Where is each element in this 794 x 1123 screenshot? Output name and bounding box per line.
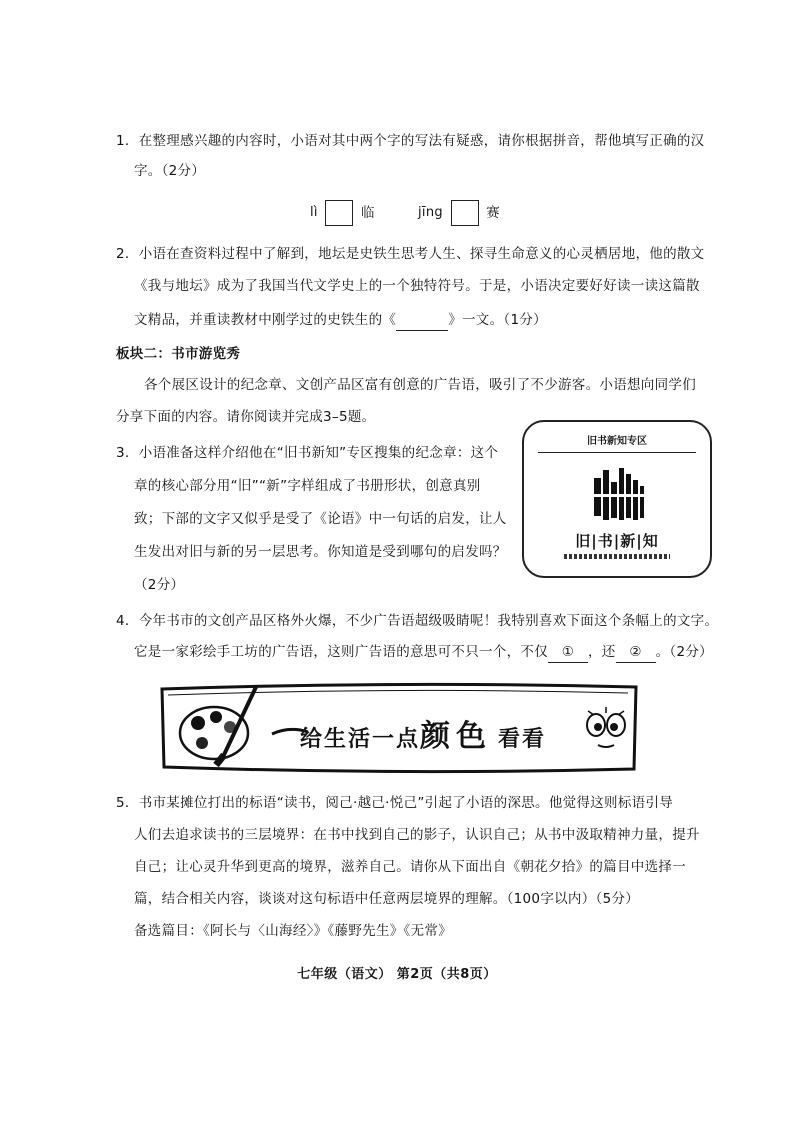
- banner-text-big2: 色: [456, 719, 489, 754]
- page-footer: 七年级（语文） 第2页（共8页）: [297, 967, 497, 982]
- pinyin-jing: jīng: [418, 205, 443, 220]
- q1-line2: 字。（2分）: [134, 163, 206, 179]
- banner-text-b: 看看: [498, 727, 547, 752]
- banner-text: [300, 711, 546, 755]
- q2-answer-blank[interactable]: [396, 310, 448, 331]
- book-logo-icon: [592, 464, 646, 526]
- q2-line2: 《我与地坛》成为了我国当代文学史上的一个独特符号。于是，小语决定要好好读一读这篇散: [134, 278, 700, 294]
- q1-line1: 1．在整理感兴趣的内容时，小语对其中两个字的写法有疑惑，请你根据拼音，帮他填写正确的汉: [116, 133, 705, 149]
- q1-pinyin-row: [310, 200, 500, 226]
- stamp-divider: [538, 452, 696, 453]
- q3-line2: 章的核心部分用“旧”“新”字样组成了书册形状，创意真别: [134, 478, 481, 494]
- q4-line2-c: 。（2分）: [655, 644, 713, 660]
- q2-line3-b: 》一文。（1分）: [448, 312, 547, 328]
- section-intro-1: 各个展区设计的纪念章、文创产品区富有创意的广告语，吸引了不少游客。小语想向同学们: [144, 377, 696, 393]
- q5-line1: 5．书市某摊位打出的标语“读书，阅己·越己·悦己”引起了小语的深思。他觉得这则标语引导: [116, 795, 674, 811]
- q5-line2: 人们去追求读书的三层境界：在书中找到自己的影子，认识自己；从书中汲取精神力量，提升: [134, 827, 700, 843]
- commemorative-stamp: [522, 420, 712, 578]
- q4-line2-b: ，还: [588, 644, 616, 660]
- section-heading: 板块二：书市游览秀: [116, 346, 241, 362]
- q5-options: 备选篇目：《阿长与〈山海经〉》《藤野先生》《无常》: [134, 923, 452, 939]
- q3-line3: 致；下部的文字又似乎是受了《论语》中一句话的启发，让人: [134, 511, 507, 527]
- pinyin-li: lì: [310, 205, 318, 220]
- stamp-name: 旧|书|新|知: [575, 532, 659, 550]
- q4-line2-a: 它是一家彩绘手工坊的广告语，这则广告语的意思可不只一个，不仅: [134, 644, 548, 660]
- q4-blank-1[interactable]: ①: [548, 642, 588, 663]
- cartoon-eyes-icon: [582, 703, 632, 753]
- q4-line2: [134, 642, 713, 663]
- paint-palette-icon: [172, 681, 262, 771]
- banner-text-big1: 颜: [420, 719, 453, 754]
- char-lin: 临: [361, 205, 375, 221]
- section-intro-2: 分享下面的内容。请你阅读并完成3–5题。: [116, 409, 376, 425]
- q4-blank-2[interactable]: ②: [616, 642, 656, 663]
- stamp-subtext-dots: [564, 554, 670, 559]
- advertising-banner: [158, 675, 640, 775]
- q2-line1: 2．小语在查资料过程中了解到，地坛是史铁生思考人生、探寻生命意义的心灵栖居地，他的散文: [116, 246, 705, 262]
- stamp-title: 旧书新知专区: [587, 436, 647, 447]
- q3-score: （2分）: [134, 577, 185, 593]
- char-sai: 赛: [486, 205, 500, 221]
- q5-line3: 自己；让心灵升华到更高的境界，滋养自己。请你从下面出自《朝花夕拾》的篇目中选择一: [134, 859, 686, 875]
- banner-text-a: 给生活一点: [300, 727, 421, 752]
- answer-box-1[interactable]: [325, 200, 353, 226]
- q5-line4: 篇，结合相关内容，谈谈对这句标语中任意两层境界的理解。（100字以内）（5分）: [134, 891, 640, 907]
- q3-line1: 3．小语准备这样介绍他在“旧书新知”专区搜集的纪念章：这个: [116, 445, 499, 461]
- q4-line1: 4．今年书市的文创产品区格外火爆，不少广告语超级吸睛呢！我特别喜欢下面这个条幅上的文字。: [116, 613, 719, 629]
- answer-box-2[interactable]: [451, 200, 479, 226]
- q2-line3: [134, 310, 547, 331]
- q2-line3-a: 文精品，并重读教材中刚学过的史铁生的《: [134, 312, 397, 328]
- q3-line4: 生发出对旧与新的另一层思考。你知道是受到哪句的启发吗？: [134, 544, 507, 560]
